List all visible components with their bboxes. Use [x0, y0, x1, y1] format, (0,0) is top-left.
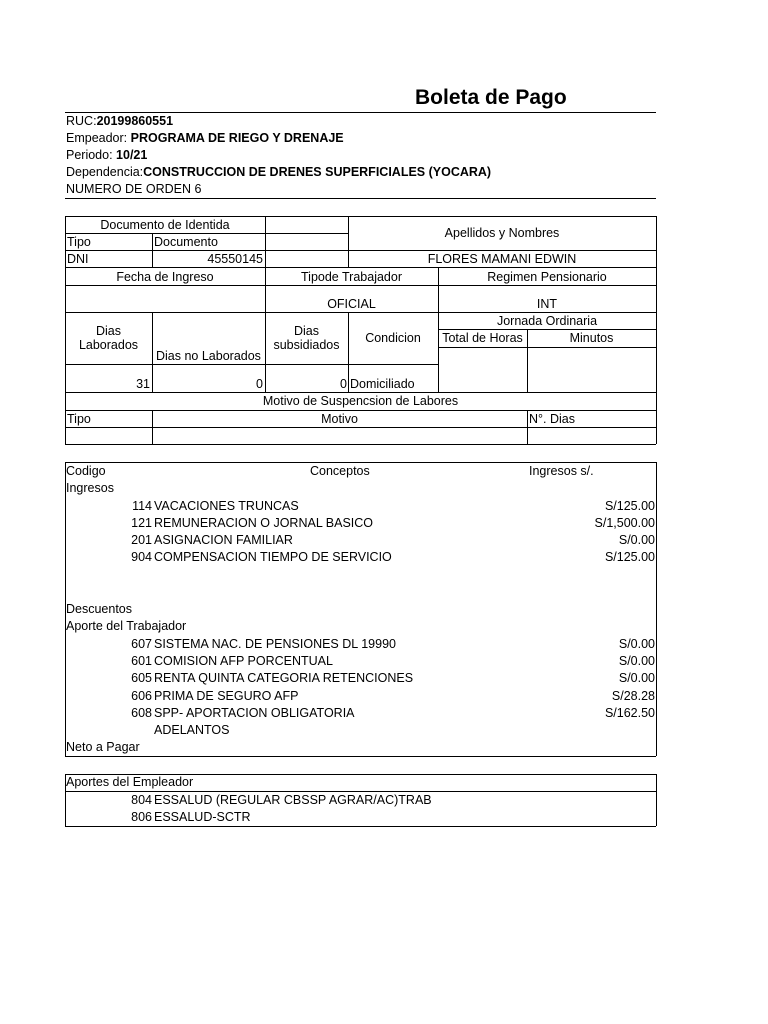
- ingreso-name: ASIGNACION FAMILIAR: [154, 533, 293, 547]
- dias-subsidiados-value: 0: [340, 377, 347, 391]
- descuentos-label: Descuentos: [66, 602, 133, 616]
- dias-no-laborados-value: 0: [256, 377, 263, 391]
- ruc-value: 20199860551: [96, 114, 174, 128]
- dias-laborados-label-1: Dias: [95, 324, 121, 338]
- periodo-label: Periodo:: [66, 148, 113, 162]
- periodo-line: [66, 147, 147, 163]
- employer-code: 804: [131, 793, 152, 807]
- condicion-label: Condicion: [365, 331, 421, 345]
- codigo-label: Codigo: [66, 464, 106, 478]
- documento-label: Documento: [154, 235, 218, 249]
- dias-subsidiados-label-2: subsidiados: [273, 338, 340, 352]
- header-rule: [65, 198, 656, 199]
- ingreso-amount: S/1,500.00: [594, 516, 655, 530]
- descuento-amount: S/0.00: [618, 654, 655, 668]
- doc-identidad-label: Documento de Identida: [100, 218, 230, 232]
- apellidos-label: Apellidos y Nombres: [444, 226, 560, 240]
- dependencia-line: [66, 164, 491, 180]
- ingreso-code: 904: [131, 550, 152, 564]
- neto-label: Neto a Pagar: [66, 740, 140, 754]
- descuento-code: 601: [131, 654, 152, 668]
- empleador-value: PROGRAMA DE RIEGO Y DRENAJE: [130, 131, 344, 145]
- ingreso-amount: S/125.00: [604, 550, 655, 564]
- descuento-code: 606: [131, 689, 152, 703]
- aportes-empleador-label: Aportes del Empleador: [66, 775, 194, 789]
- descuento-code: 605: [131, 671, 152, 685]
- descuento-name: RENTA QUINTA CATEGORIA RETENCIONES: [154, 671, 414, 685]
- ruc-label: RUC:: [66, 114, 97, 128]
- ingreso-code: 201: [131, 533, 152, 547]
- regimen-value: INT: [536, 297, 558, 311]
- ingreso-code: 114: [132, 499, 152, 513]
- tipo-label: Tipo: [67, 235, 91, 249]
- ingreso-code: 121: [131, 516, 152, 530]
- minutos-label: Minutos: [569, 331, 614, 345]
- descuento-name: COMISION AFP PORCENTUAL: [154, 654, 333, 668]
- susp-tipo-label: Tipo: [67, 412, 91, 426]
- tipo-trabajador-label: Tipode Trabajador: [301, 270, 402, 284]
- susp-dias-label: N°. Dias: [529, 412, 575, 426]
- ingresos-col-label: Ingresos s/.: [529, 464, 594, 478]
- ruc-line: [66, 113, 173, 129]
- aporte-trabajador-label: Aporte del Trabajador: [66, 619, 187, 633]
- ingreso-amount: S/125.00: [604, 499, 655, 513]
- ingreso-amount: S/0.00: [618, 533, 655, 547]
- documento-value: 45550145: [207, 252, 263, 266]
- ingresos-label: Ingresos: [66, 481, 114, 495]
- total-horas-label: Total de Horas: [442, 331, 523, 345]
- ingreso-name: COMPENSACION TIEMPO DE SERVICIO: [154, 550, 392, 564]
- dias-laborados-label-2: Laborados: [78, 338, 139, 352]
- descuento-code: 608: [131, 706, 152, 720]
- dias-no-laborados-label: Dias no Laborados: [156, 349, 261, 363]
- dependencia-label: Dependencia:: [66, 165, 144, 179]
- jornada-label: Jornada Ordinaria: [496, 314, 598, 328]
- tipo-value: DNI: [67, 252, 89, 266]
- descuento-amount: S/162.50: [604, 706, 655, 720]
- conceptos-label: Conceptos: [310, 464, 370, 478]
- fecha-ingreso-label: Fecha de Ingreso: [116, 270, 214, 284]
- descuento-amount: S/0.00: [618, 671, 655, 685]
- dias-subsidiados-label-1: Dias: [293, 324, 319, 338]
- dias-laborados-value: 31: [136, 377, 150, 391]
- numero-orden: NUMERO DE ORDEN 6: [66, 182, 202, 196]
- employer-name: ESSALUD-SCTR: [154, 810, 251, 824]
- descuento-amount: S/28.28: [611, 689, 655, 703]
- descuento-name: PRIMA DE SEGURO AFP: [154, 689, 299, 703]
- descuento-name: SPP- APORTACION OBLIGATORIA: [154, 706, 355, 720]
- adelantos-label: ADELANTOS: [154, 723, 230, 737]
- susp-motivo-label: Motivo: [321, 412, 358, 426]
- page-title: Boleta de Pago: [415, 86, 567, 109]
- empleador-label: Empeador:: [66, 131, 128, 145]
- empleador-line: [66, 130, 344, 146]
- condicion-value: Domiciliado: [350, 377, 415, 391]
- motivo-suspension-label: Motivo de Suspencsion de Labores: [262, 394, 459, 408]
- descuento-name: SISTEMA NAC. DE PENSIONES DL 19990: [154, 637, 396, 651]
- ingreso-name: VACACIONES TRUNCAS: [154, 499, 299, 513]
- descuento-code: 607: [131, 637, 152, 651]
- ingreso-name: REMUNERACION O JORNAL BASICO: [154, 516, 374, 530]
- dependencia-value: CONSTRUCCION DE DRENES SUPERFICIALES (YOCARA): [143, 165, 492, 179]
- employer-name: ESSALUD (REGULAR CBSSP AGRAR/AC)TRAB: [154, 793, 432, 807]
- nombre-value: FLORES MAMANI EDWIN: [427, 252, 577, 266]
- periodo-value: 10/21: [116, 148, 148, 162]
- employer-code: 806: [131, 810, 152, 824]
- descuento-amount: S/0.00: [618, 637, 655, 651]
- tipo-trabajador-value: OFICIAL: [327, 297, 376, 311]
- regimen-label: Regimen Pensionario: [487, 270, 607, 284]
